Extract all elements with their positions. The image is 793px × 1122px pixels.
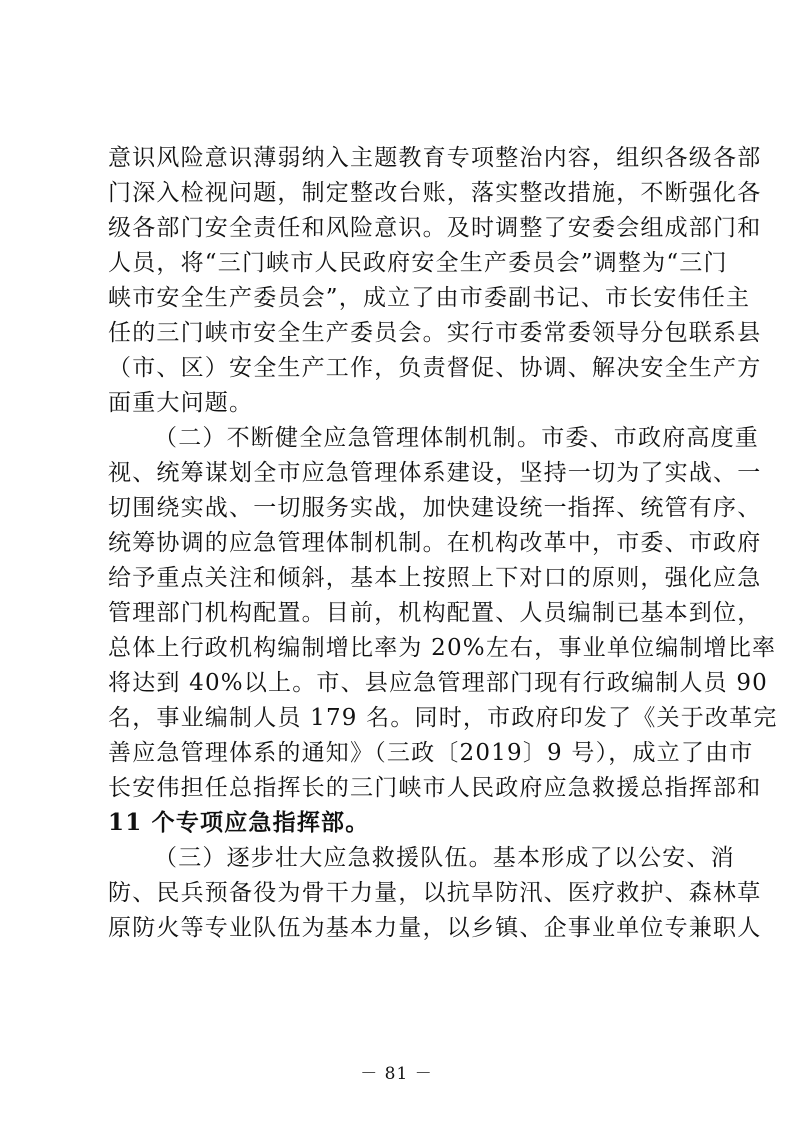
text-line: （市、区）安全生产工作，负责督促、协调、解决安全生产方: [108, 355, 762, 381]
text-line: 长安伟担任总指挥长的三门峡市人民政府应急救援总指挥部和: [108, 775, 762, 801]
text-line: 管理部门机构配置。目前，机构配置、人员编制已基本到位，: [108, 600, 762, 626]
section-heading-line: （三）逐步壮大应急救援队伍。基本形成了以公安、消: [154, 845, 735, 871]
text-line: 将达到 40%以上。市、县应急管理部门现有行政编制人员 90: [108, 670, 769, 696]
text-line: 意识风险意识薄弱纳入主题教育专项整治内容，组织各级各部: [108, 145, 762, 171]
text-line: 防、民兵预备役为骨干力量，以抗旱防汛、医疗救护、森林草: [108, 880, 762, 906]
text-line: 门深入检视问题，制定整改台账，落实整改措施，不断强化各: [108, 180, 762, 206]
text-line: 总体上行政机构编制增比率为 20%左右，事业单位编制增比率: [108, 635, 777, 661]
text-line: 任的三门峡市安全生产委员会。实行市委常委领导分包联系县: [108, 320, 762, 346]
text-line: 原防火等专业队伍为基本力量，以乡镇、企事业单位专兼职人: [108, 915, 762, 941]
text-line: 11 个专项应急指挥部。: [108, 809, 370, 836]
text-line: 峡市安全生产委员会”，成立了由市委副书记、市长安伟任主: [108, 285, 751, 311]
text-line: 切围绕实战、一切服务实战，加快建设统一指挥、统管有序、: [108, 495, 762, 521]
text-line: 人员，将“三门峡市人民政府安全生产委员会”调整为“三门: [108, 250, 728, 276]
page-number: － 81 －: [360, 1064, 433, 1084]
text-line: 名，事业编制人员 179 名。同时，市政府印发了《关于改革完: [108, 705, 778, 731]
text-line: 面重大问题。: [108, 390, 254, 416]
text-line: 善应急管理体系的通知》（三政〔2019〕9 号），成立了由市: [108, 740, 754, 766]
text-line: 级各部门安全责任和风险意识。及时调整了安委会组成部门和: [108, 215, 762, 241]
text-line: 视、统筹谋划全市应急管理体系建设，坚持一切为了实战、一: [108, 460, 762, 486]
section-heading-line: （二）不断健全应急管理体制机制。市委、市政府高度重: [154, 425, 759, 451]
text-line: 给予重点关注和倾斜，基本上按照上下对口的原则，强化应急: [108, 565, 762, 591]
text-line: 统筹协调的应急管理体制机制。在机构改革中，市委、市政府: [108, 530, 762, 556]
